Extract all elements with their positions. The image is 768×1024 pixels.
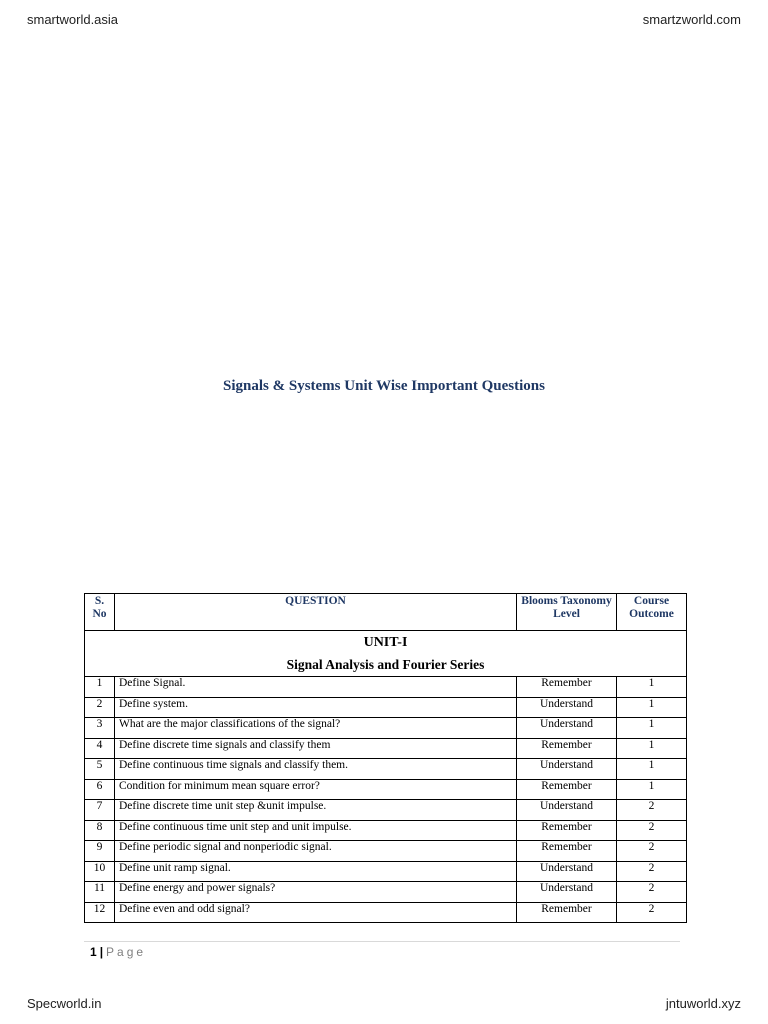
table-row	[85, 882, 687, 903]
table-row	[85, 738, 687, 759]
row-blooms-level: Remember	[517, 677, 617, 698]
table-header-row	[85, 594, 687, 631]
watermark-top-right: smartzworld.com	[642, 12, 741, 27]
row-question: Define energy and power signals?	[115, 882, 517, 903]
table-row	[85, 800, 687, 821]
row-course-outcome: 2	[617, 882, 687, 903]
table-row	[85, 759, 687, 780]
row-course-outcome: 2	[617, 902, 687, 923]
row-blooms-level: Remember	[517, 841, 617, 862]
row-sno: 2	[85, 697, 115, 718]
row-course-outcome: 1	[617, 759, 687, 780]
row-question: Define Signal.	[115, 677, 517, 698]
row-blooms-level: Understand	[517, 800, 617, 821]
page-footer	[90, 945, 146, 959]
row-sno: 4	[85, 738, 115, 759]
row-question: Define unit ramp signal.	[115, 861, 517, 882]
unit-subtitle: Signal Analysis and Fourier Series	[286, 657, 485, 672]
row-course-outcome: 1	[617, 718, 687, 739]
row-question: Define system.	[115, 697, 517, 718]
watermark-bottom-left: Specworld.in	[27, 996, 102, 1011]
watermark-top-left: smartworld.asia	[27, 12, 119, 27]
row-question: Define periodic signal and nonperiodic signal.	[115, 841, 517, 862]
row-question: Condition for minimum mean square error?	[115, 779, 517, 800]
row-course-outcome: 2	[617, 861, 687, 882]
header-course-outcome: Course Outcome	[617, 594, 687, 631]
row-course-outcome: 1	[617, 779, 687, 800]
unit-heading	[85, 631, 687, 677]
row-sno: 11	[85, 882, 115, 903]
row-question: Define even and odd signal?	[115, 902, 517, 923]
row-course-outcome: 2	[617, 800, 687, 821]
header-blooms-level: Blooms Taxonomy Level	[517, 594, 617, 631]
header-sno: S. No	[85, 594, 115, 631]
unit-heading-row	[85, 631, 687, 677]
table-row	[85, 820, 687, 841]
table-row	[85, 861, 687, 882]
row-sno: 1	[85, 677, 115, 698]
table-row	[85, 677, 687, 698]
row-blooms-level: Understand	[517, 759, 617, 780]
row-question: Define continuous time signals and classify them.	[115, 759, 517, 780]
document-title: Signals & Systems Unit Wise Important Questions	[223, 378, 545, 394]
row-course-outcome: 1	[617, 738, 687, 759]
watermark-bottom-right: jntuworld.xyz	[665, 996, 741, 1011]
row-blooms-level: Remember	[517, 738, 617, 759]
row-sno: 3	[85, 718, 115, 739]
row-blooms-level: Understand	[517, 718, 617, 739]
row-sno: 6	[85, 779, 115, 800]
page-separator: |	[99, 945, 104, 959]
row-sno: 9	[85, 841, 115, 862]
row-question: What are the major classifications of the signal?	[115, 718, 517, 739]
row-blooms-level: Understand	[517, 861, 617, 882]
table-row	[85, 902, 687, 923]
row-sno: 8	[85, 820, 115, 841]
row-sno: 12	[85, 902, 115, 923]
row-sno: 10	[85, 861, 115, 882]
row-question: Define continuous time unit step and unit impulse.	[115, 820, 517, 841]
row-course-outcome: 2	[617, 820, 687, 841]
row-question: Define discrete time unit step &unit impulse.	[115, 800, 517, 821]
row-blooms-level: Understand	[517, 882, 617, 903]
table-row	[85, 841, 687, 862]
row-sno: 7	[85, 800, 115, 821]
page-label: Page	[106, 945, 147, 959]
row-course-outcome: 1	[617, 677, 687, 698]
table-row	[85, 779, 687, 800]
table-row	[85, 697, 687, 718]
table-row	[85, 718, 687, 739]
unit-name: UNIT-I	[363, 635, 408, 650]
row-blooms-level: Remember	[517, 779, 617, 800]
row-blooms-level: Remember	[517, 902, 617, 923]
row-question: Define discrete time signals and classify them	[115, 738, 517, 759]
row-blooms-level: Remember	[517, 820, 617, 841]
row-course-outcome: 1	[617, 697, 687, 718]
row-course-outcome: 2	[617, 841, 687, 862]
row-sno: 5	[85, 759, 115, 780]
header-question: QUESTION	[115, 594, 517, 631]
questions-table	[84, 593, 687, 923]
page-number: 1	[90, 945, 97, 959]
row-blooms-level: Understand	[517, 697, 617, 718]
footer-divider	[84, 941, 680, 942]
